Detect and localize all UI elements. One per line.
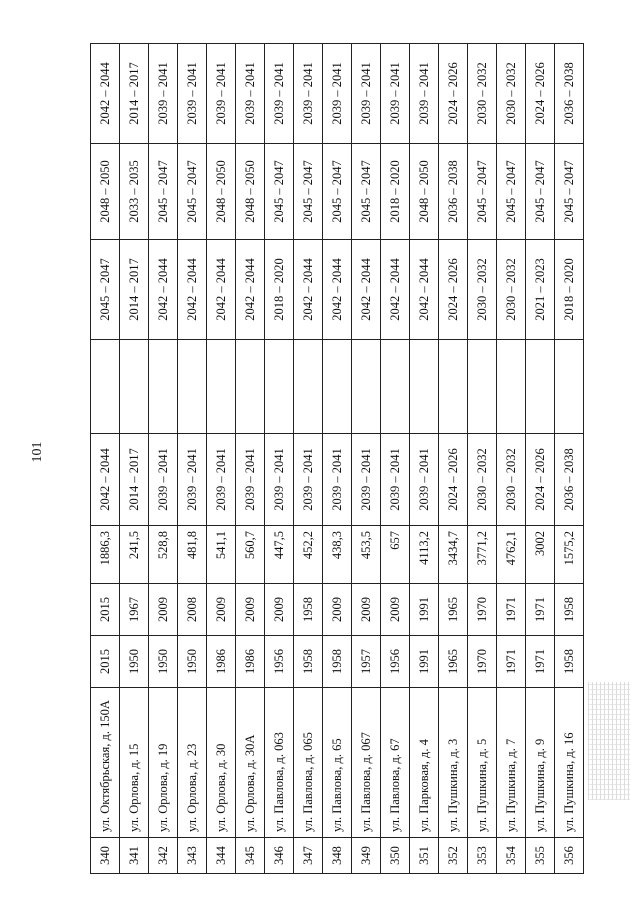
year-built-cell: 1971 [526, 636, 555, 688]
blank-cell [410, 340, 439, 434]
blank-cell [555, 340, 584, 434]
table-row [410, 44, 439, 874]
blank-cell [91, 340, 120, 434]
period-3-cell: 2045 – 2047 [497, 144, 526, 240]
address-cell: ул. Орлова, д. 23 [178, 688, 207, 838]
period-4-cell: 2039 – 2041 [265, 44, 294, 144]
year-repair-cell: 1970 [468, 584, 497, 636]
period-2-cell: 2042 – 2044 [381, 240, 410, 340]
period-3-cell: 2048 – 2050 [410, 144, 439, 240]
year-built-cell: 1986 [207, 636, 236, 688]
period-3-cell: 2045 – 2047 [323, 144, 352, 240]
year-repair-cell: 2009 [149, 584, 178, 636]
address-cell: ул. Пушкина, д. 7 [497, 688, 526, 838]
row-number: 343 [178, 838, 207, 874]
period-2-cell: 2014 – 2017 [120, 240, 149, 340]
address-cell: ул. Павлова, д. 067 [352, 688, 381, 838]
blank-cell [294, 340, 323, 434]
table-row [352, 44, 381, 874]
table-row [381, 44, 410, 874]
address-cell: ул. Павлова, д. 063 [265, 688, 294, 838]
period-2-cell: 2042 – 2044 [236, 240, 265, 340]
period-4-cell: 2024 – 2026 [439, 44, 468, 144]
period-2-cell: 2042 – 2044 [149, 240, 178, 340]
table-row [120, 44, 149, 874]
period-1-cell: 2039 – 2041 [294, 434, 323, 526]
area-cell: 4113,2 [410, 526, 439, 584]
period-3-cell: 2048 – 2050 [236, 144, 265, 240]
row-number: 345 [236, 838, 265, 874]
table-row [294, 44, 323, 874]
period-2-cell: 2042 – 2044 [178, 240, 207, 340]
period-3-cell: 2045 – 2047 [294, 144, 323, 240]
period-2-cell: 2024 – 2026 [439, 240, 468, 340]
table-row [323, 44, 352, 874]
period-4-cell: 2039 – 2041 [381, 44, 410, 144]
period-4-cell: 2030 – 2032 [497, 44, 526, 144]
period-2-cell: 2030 – 2032 [497, 240, 526, 340]
period-3-cell: 2018 – 2020 [381, 144, 410, 240]
page-number: 101 [30, 441, 45, 463]
period-4-cell: 2039 – 2041 [294, 44, 323, 144]
address-cell: ул. Октябрьская, д. 150А [91, 688, 120, 838]
period-1-cell: 2039 – 2041 [207, 434, 236, 526]
period-2-cell: 2018 – 2020 [265, 240, 294, 340]
period-4-cell: 2039 – 2041 [323, 44, 352, 144]
table-row [468, 44, 497, 874]
address-cell: ул. Пушкина, д. 3 [439, 688, 468, 838]
row-number: 349 [352, 838, 381, 874]
period-2-cell: 2042 – 2044 [410, 240, 439, 340]
period-4-cell: 2014 – 2017 [120, 44, 149, 144]
year-built-cell: 1958 [294, 636, 323, 688]
year-built-cell: 1958 [555, 636, 584, 688]
table-row [149, 44, 178, 874]
table-frame [90, 44, 578, 874]
year-repair-cell: 1991 [410, 584, 439, 636]
period-2-cell: 2021 – 2023 [526, 240, 555, 340]
blank-cell [178, 340, 207, 434]
blank-cell [149, 340, 178, 434]
year-built-cell: 2015 [91, 636, 120, 688]
period-2-cell: 2042 – 2044 [207, 240, 236, 340]
table-body [91, 44, 584, 874]
row-number: 352 [439, 838, 468, 874]
period-3-cell: 2045 – 2047 [178, 144, 207, 240]
row-number: 340 [91, 838, 120, 874]
blank-cell [323, 340, 352, 434]
area-cell: 657 [381, 526, 410, 584]
period-2-cell: 2018 – 2020 [555, 240, 584, 340]
address-cell: ул. Пушкина, д. 5 [468, 688, 497, 838]
blank-cell [265, 340, 294, 434]
period-1-cell: 2036 – 2038 [555, 434, 584, 526]
address-cell: ул. Пушкина, д. 16 [555, 688, 584, 838]
area-cell: 241,5 [120, 526, 149, 584]
year-repair-cell: 2009 [207, 584, 236, 636]
period-1-cell: 2030 – 2032 [468, 434, 497, 526]
area-cell: 1575,2 [555, 526, 584, 584]
year-repair-cell: 1971 [497, 584, 526, 636]
table-row [178, 44, 207, 874]
period-1-cell: 2030 – 2032 [497, 434, 526, 526]
year-built-cell: 1950 [178, 636, 207, 688]
area-cell: 3002 [526, 526, 555, 584]
row-number: 342 [149, 838, 178, 874]
address-cell: ул. Павлова, д. 65 [323, 688, 352, 838]
period-1-cell: 2039 – 2041 [381, 434, 410, 526]
row-number: 355 [526, 838, 555, 874]
period-4-cell: 2024 – 2026 [526, 44, 555, 144]
period-2-cell: 2030 – 2032 [468, 240, 497, 340]
period-1-cell: 2039 – 2041 [323, 434, 352, 526]
table-row [236, 44, 265, 874]
table-row [265, 44, 294, 874]
area-cell: 528,8 [149, 526, 178, 584]
table-row [439, 44, 468, 874]
blank-cell [439, 340, 468, 434]
address-cell: ул. Орлова, д. 15 [120, 688, 149, 838]
year-repair-cell: 1958 [294, 584, 323, 636]
year-repair-cell: 2009 [236, 584, 265, 636]
table-row [207, 44, 236, 874]
period-3-cell: 2048 – 2050 [207, 144, 236, 240]
scan-stamp-mark [588, 682, 630, 800]
year-repair-cell: 2015 [91, 584, 120, 636]
blank-cell [468, 340, 497, 434]
period-1-cell: 2039 – 2041 [149, 434, 178, 526]
year-repair-cell: 1965 [439, 584, 468, 636]
period-4-cell: 2039 – 2041 [178, 44, 207, 144]
year-repair-cell: 2009 [265, 584, 294, 636]
year-built-cell: 1956 [381, 636, 410, 688]
blank-cell [381, 340, 410, 434]
year-built-cell: 1956 [265, 636, 294, 688]
period-3-cell: 2045 – 2047 [468, 144, 497, 240]
period-1-cell: 2024 – 2026 [526, 434, 555, 526]
address-cell: ул. Парковая, д. 4 [410, 688, 439, 838]
period-4-cell: 2039 – 2041 [207, 44, 236, 144]
table-row [91, 44, 120, 874]
year-repair-cell: 2009 [381, 584, 410, 636]
blank-cell [207, 340, 236, 434]
year-built-cell: 1991 [410, 636, 439, 688]
year-built-cell: 1950 [120, 636, 149, 688]
period-4-cell: 2039 – 2041 [410, 44, 439, 144]
address-cell: ул. Павлова, д. 065 [294, 688, 323, 838]
period-3-cell: 2033 – 2035 [120, 144, 149, 240]
year-built-cell: 1957 [352, 636, 381, 688]
row-number: 346 [265, 838, 294, 874]
row-number: 353 [468, 838, 497, 874]
period-4-cell: 2039 – 2041 [149, 44, 178, 144]
area-cell: 452,2 [294, 526, 323, 584]
address-cell: ул. Орлова, д. 19 [149, 688, 178, 838]
period-1-cell: 2039 – 2041 [352, 434, 381, 526]
period-1-cell: 2039 – 2041 [178, 434, 207, 526]
area-cell: 481,8 [178, 526, 207, 584]
period-2-cell: 2042 – 2044 [323, 240, 352, 340]
period-4-cell: 2042 – 2044 [91, 44, 120, 144]
blank-cell [236, 340, 265, 434]
blank-cell [120, 340, 149, 434]
period-3-cell: 2048 – 2050 [91, 144, 120, 240]
area-cell: 447,5 [265, 526, 294, 584]
row-number: 350 [381, 838, 410, 874]
period-3-cell: 2045 – 2047 [265, 144, 294, 240]
period-4-cell: 2039 – 2041 [236, 44, 265, 144]
period-1-cell: 2039 – 2041 [265, 434, 294, 526]
area-cell: 541,1 [207, 526, 236, 584]
period-1-cell: 2039 – 2041 [410, 434, 439, 526]
period-3-cell: 2045 – 2047 [149, 144, 178, 240]
year-built-cell: 1958 [323, 636, 352, 688]
period-2-cell: 2042 – 2044 [294, 240, 323, 340]
housing-repair-table [90, 43, 584, 874]
year-built-cell: 1986 [236, 636, 265, 688]
period-1-cell: 2014 – 2017 [120, 434, 149, 526]
table-row [497, 44, 526, 874]
period-1-cell: 2042 – 2044 [91, 434, 120, 526]
year-repair-cell: 1971 [526, 584, 555, 636]
period-3-cell: 2045 – 2047 [352, 144, 381, 240]
row-number: 344 [207, 838, 236, 874]
year-repair-cell: 1967 [120, 584, 149, 636]
year-repair-cell: 1958 [555, 584, 584, 636]
area-cell: 3434,7 [439, 526, 468, 584]
period-1-cell: 2039 – 2041 [236, 434, 265, 526]
blank-cell [526, 340, 555, 434]
period-3-cell: 2045 – 2047 [526, 144, 555, 240]
row-number: 356 [555, 838, 584, 874]
area-cell: 4762,1 [497, 526, 526, 584]
row-number: 341 [120, 838, 149, 874]
row-number: 347 [294, 838, 323, 874]
year-repair-cell: 2008 [178, 584, 207, 636]
area-cell: 1886,3 [91, 526, 120, 584]
period-2-cell: 2045 – 2047 [91, 240, 120, 340]
row-number: 348 [323, 838, 352, 874]
year-repair-cell: 2009 [323, 584, 352, 636]
year-built-cell: 1965 [439, 636, 468, 688]
year-built-cell: 1970 [468, 636, 497, 688]
address-cell: ул. Орлова, д. 30А [236, 688, 265, 838]
area-cell: 438,3 [323, 526, 352, 584]
blank-cell [497, 340, 526, 434]
address-cell: ул. Пушкина, д. 9 [526, 688, 555, 838]
address-cell: ул. Орлова, д. 30 [207, 688, 236, 838]
period-4-cell: 2036 – 2038 [555, 44, 584, 144]
area-cell: 560,7 [236, 526, 265, 584]
blank-cell [352, 340, 381, 434]
period-4-cell: 2039 – 2041 [352, 44, 381, 144]
period-2-cell: 2042 – 2044 [352, 240, 381, 340]
period-3-cell: 2045 – 2047 [555, 144, 584, 240]
period-3-cell: 2036 – 2038 [439, 144, 468, 240]
area-cell: 3771,2 [468, 526, 497, 584]
table-row [555, 44, 584, 874]
period-1-cell: 2024 – 2026 [439, 434, 468, 526]
year-built-cell: 1971 [497, 636, 526, 688]
period-4-cell: 2030 – 2032 [468, 44, 497, 144]
year-built-cell: 1950 [149, 636, 178, 688]
row-number: 354 [497, 838, 526, 874]
address-cell: ул. Павлова, д. 67 [381, 688, 410, 838]
year-repair-cell: 2009 [352, 584, 381, 636]
area-cell: 453,5 [352, 526, 381, 584]
row-number: 351 [410, 838, 439, 874]
table-row [526, 44, 555, 874]
